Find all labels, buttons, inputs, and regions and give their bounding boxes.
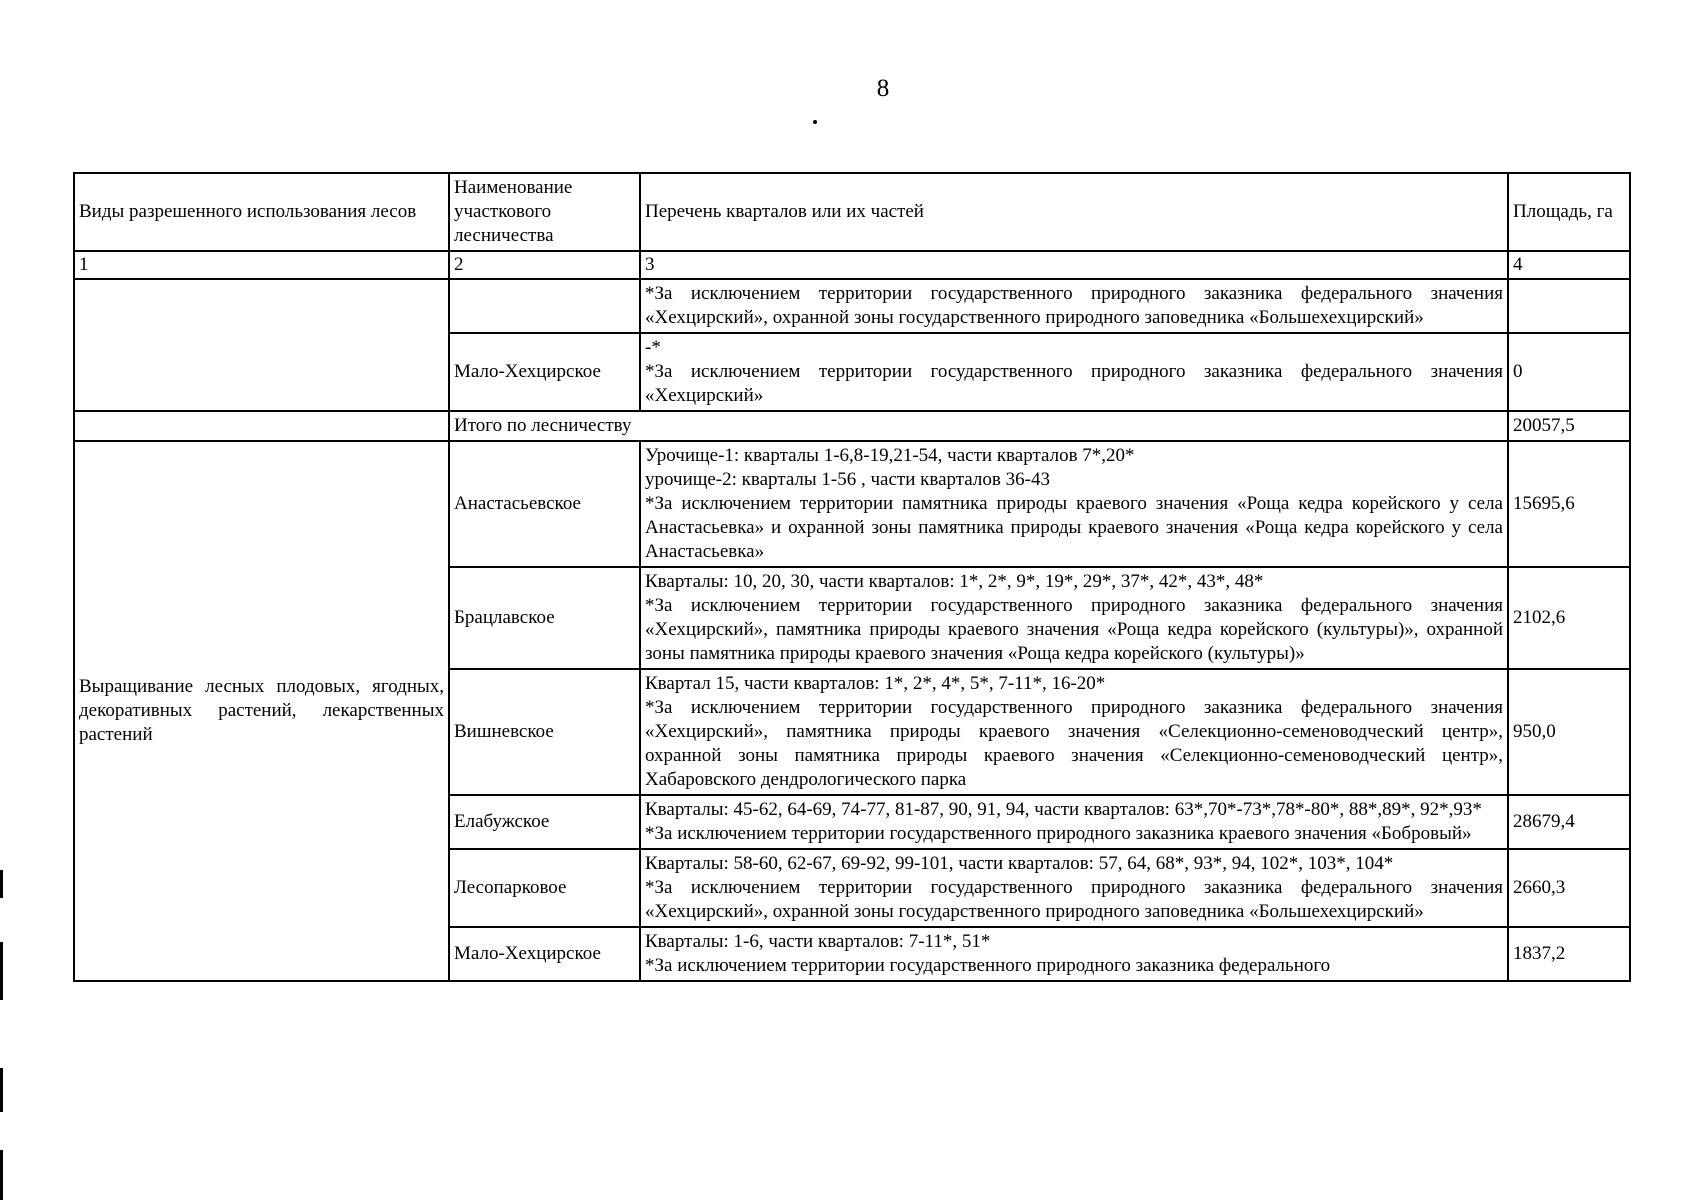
- column-number: 4: [1508, 251, 1630, 279]
- forestry-cell: Лесопарковое: [449, 849, 640, 927]
- forestry-cell: Елабужское: [449, 795, 640, 849]
- area-cell: 0: [1508, 333, 1630, 411]
- quarters-cell: [640, 849, 1508, 927]
- quarters-cell: [640, 567, 1508, 669]
- scan-edge-mark: [0, 1068, 3, 1112]
- quarters-text: Кварталы: 45-62, 64-69, 74-77, 81-87, 90, 91, 94, части кварталов: 63*,70*-73*,78*-80*, 88*,89*, 92*,93*: [645, 799, 1482, 820]
- footnote-text: *За исключением территории государственного природного заказника федерального значения «Хехцирский», памятника природы краевого значения «Роща кедра корейского (культуры)», охранной зоны памятника природы краевого значения «Роща кедра корейского (культуры)»: [645, 595, 1503, 664]
- table-row: [74, 441, 1630, 567]
- area-cell: 2102,6: [1508, 567, 1630, 669]
- quarters-cell: [640, 795, 1508, 849]
- header-row: [74, 173, 1630, 251]
- footnote-text: *За исключением территории памятника природы краевого значения «Роща кедра корейского у села Анастасьевка» и охранной зоны памятника природы краевого значения «Роща кедра корейского у села Анастасьевка»: [645, 493, 1503, 562]
- footnote-text: *За исключением территории государственного природного заказника федерального значения «Хехцирский», памятника природы краевого значения «Селекционно-семеноводческий центр», охранной зоны памятника природы краевого значения «Селекционно-семеноводческий центр», Хабаровского дендрологического парка: [645, 697, 1503, 790]
- quarters-text: Урочище-1: кварталы 1-6,8-19,21-54, части кварталов 7*,20*: [645, 445, 1135, 466]
- area-cell: 2660,3: [1508, 849, 1630, 927]
- quarters-text: Кварталы: 10, 20, 30, части кварталов: 1*, 2*, 9*, 19*, 29*, 37*, 42*, 43*, 48*: [645, 571, 1264, 592]
- header-quarters: Перечень кварталов или их частей: [640, 173, 1508, 251]
- footnote-text: *За исключением территории государственного природного заказника федерального значения «Хехцирский», охранной зоны государственного природного заповедника «Большехехцирский»: [645, 283, 1503, 328]
- total-area: 20057,5: [1508, 411, 1630, 441]
- total-label: Итого по лесничеству: [449, 411, 1508, 441]
- quarters-text: урочище-2: кварталы 1-56 , части кварталов 36-43: [645, 469, 1050, 490]
- quarters-cell: [640, 927, 1508, 981]
- forestry-cell: Мало-Хехцирское: [449, 333, 640, 411]
- column-number: 1: [74, 251, 449, 279]
- forestry-cell: [449, 279, 640, 333]
- scan-edge-mark: [0, 870, 3, 898]
- quarters-text: Квартал 15, части кварталов: 1*, 2*, 4*, 5*, 7-11*, 16-20*: [645, 673, 1106, 694]
- area-cell: 15695,6: [1508, 441, 1630, 567]
- quarters-text: -*: [645, 337, 661, 358]
- quarters-cell: [640, 333, 1508, 411]
- total-row: [74, 411, 1630, 441]
- scan-edge-mark: [0, 1150, 3, 1200]
- header-forestry: Наименование участкового лесничества: [449, 173, 640, 251]
- area-cell: 1837,2: [1508, 927, 1630, 981]
- forestry-cell: Анастасьевское: [449, 441, 640, 567]
- forest-use-table: [73, 172, 1631, 982]
- scan-dot: [813, 120, 817, 124]
- header-use-type: Виды разрешенного использования лесов: [74, 173, 449, 251]
- footnote-text: *За исключением территории государственного природного заказника краевого значения «Бобровый»: [645, 823, 1472, 844]
- use-type-cell: [74, 411, 449, 441]
- quarters-cell: [640, 669, 1508, 795]
- footnote-text: *За исключением территории государственного природного заказника федерального: [645, 955, 1331, 976]
- footnote-text: *За исключением территории государственного природного заказника федерального значения «Хехцирский»: [645, 361, 1503, 406]
- column-number: 3: [640, 251, 1508, 279]
- page-number: 8: [876, 75, 890, 102]
- quarters-text: Кварталы: 58-60, 62-67, 69-92, 99-101, части кварталов: 57, 64, 68*, 93*, 94, 102*, 103*, 104*: [645, 853, 1394, 874]
- column-number: 2: [449, 251, 640, 279]
- header-area: Площадь, га: [1508, 173, 1630, 251]
- area-cell: 950,0: [1508, 669, 1630, 795]
- column-number-row: [74, 251, 1630, 279]
- forestry-cell: Брацлавское: [449, 567, 640, 669]
- table-row: [74, 279, 1630, 333]
- forestry-cell: Вишневское: [449, 669, 640, 795]
- area-cell: [1508, 279, 1630, 333]
- quarters-text: Кварталы: 1-6, части кварталов: 7-11*, 51*: [645, 931, 991, 952]
- use-type-cell: [74, 279, 449, 411]
- forestry-cell: Мало-Хехцирское: [449, 927, 640, 981]
- scan-edge-mark: [0, 942, 3, 1000]
- quarters-cell: [640, 441, 1508, 567]
- footnote-text: *За исключением территории государственного природного заказника федерального значения «Хехцирский», охранной зоны государственного природного заповедника «Большехехцирский»: [645, 877, 1503, 922]
- quarters-cell: [640, 279, 1508, 333]
- area-cell: 28679,4: [1508, 795, 1630, 849]
- use-type-cell: Выращивание лесных плодовых, ягодных, декоративных растений, лекарственных растений: [74, 441, 449, 981]
